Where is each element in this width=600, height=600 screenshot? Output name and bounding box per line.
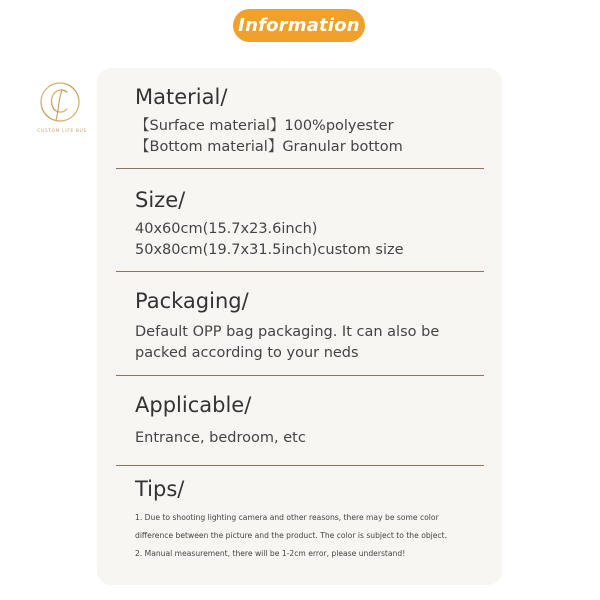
size-heading: Size/ <box>135 188 186 212</box>
packaging-section <box>135 288 495 364</box>
size-line-2: 50x80cm(19.7x31.5inch)custom size <box>135 242 404 258</box>
information-badge: Information <box>233 9 365 42</box>
divider <box>116 465 484 466</box>
applicable-line: Entrance, bedroom, etc <box>135 430 306 446</box>
material-section <box>135 84 495 158</box>
tip-line-2: difference between the picture and the product. The color is subject to the object. <box>135 531 448 540</box>
applicable-heading: Applicable/ <box>135 393 252 417</box>
packaging-heading: Packaging/ <box>135 289 249 313</box>
tips-section <box>135 476 495 563</box>
tip-line-1: 1. Due to shooting lighting camera and other reasons, there may be some color <box>135 513 439 522</box>
tips-heading: Tips/ <box>135 477 185 501</box>
packaging-line-2: packed according to your neds <box>135 345 359 361</box>
applicable-section <box>135 392 495 449</box>
bottom-material-line: 【Bottom material】Granular bottom <box>135 139 403 155</box>
tip-line-3: 2. Manual measurement, there will be 1-2cm error, please understand! <box>135 549 406 558</box>
surface-material-line: 【Surface material】100%polyester <box>135 118 394 134</box>
material-heading: Material/ <box>135 85 228 109</box>
size-section <box>135 187 495 261</box>
divider <box>116 375 484 376</box>
divider <box>116 168 484 169</box>
size-line-1: 40x60cm(15.7x23.6inch) <box>135 221 318 237</box>
brand-tagline: CUSTOM LIFE BUE <box>37 129 87 134</box>
divider <box>116 271 484 272</box>
packaging-line-1: Default OPP bag packaging. It can also be <box>135 324 440 340</box>
